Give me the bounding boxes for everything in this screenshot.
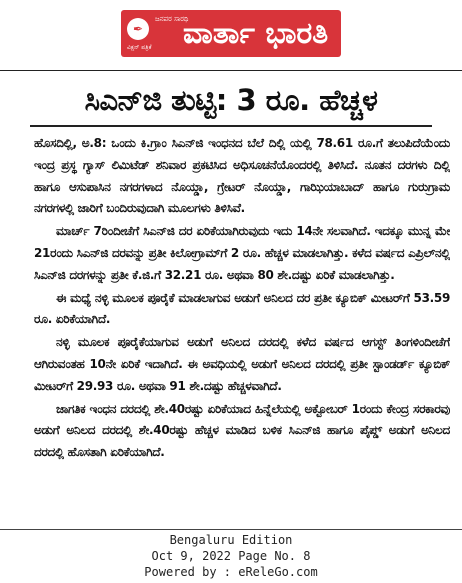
article-paragraph: ನಳ್ಳಿ ಮೂಲಕ ಪೂರೈಕೆಯಾಗುವ ಅಡುಗೆ ಅನಿಲದ ದರದಲ್ಲಿ ಕಳೆದ ವರ್ಷದ ಆಗಸ್ಟ್ ತಿಂಗಳಿಂದೀಚೆಗೆ ಆಗಿರುವಂತಹ 10ನೇ ಏರಿಕೆ ಇದಾಗಿದೆ. ಈ ಅವಧಿಯಲ್ಲಿ ಅಡುಗೆ ಅನಿಲದ ದರದಲ್ಲಿ ಪ್ರತೀ ಸ್ಟಾಂಡರ್ಡ್ ಕ್ಯೂಬಿಕ್ ಮೀಟರ್‌ಗೆ 29.93 ರೂ. ಅಥವಾ 91 ಶೇ.ದಷ್ಟು ಹೆಚ್ಚಳವಾಗಿದೆ. (34, 335, 450, 393)
powered-by-link[interactable]: Powered by : eReleGo.com (144, 565, 318, 579)
top-divider (0, 70, 462, 71)
masthead-tagline: ಜನಪರ ಸಾರಥಿ (155, 15, 189, 23)
footer-divider (0, 529, 462, 530)
brand-emblem-icon: ✒ (127, 18, 149, 40)
masthead-logo-subtext: ವಿಕ್ಷನ್ ಪತ್ರಿಕೆ (127, 44, 152, 51)
masthead-logo (121, 10, 341, 57)
page-footer (0, 532, 462, 580)
article-headline: ಸಿಎನ್‌ಜಿ ತುಟ್ಟಿ: 3 ರೂ. ಹೆಚ್ಚಳ (84, 83, 378, 117)
article-body (34, 133, 450, 521)
article-paragraph: ಈ ಮಧ್ಯೆ ನಳ್ಳಿ ಮೂಲಕ ಪೂರೈಕೆ ಮಾಡಲಾಗುವ ಅಡುಗೆ ಅನಿಲದ ದರ ಪ್ರತೀ ಕ್ಯೂಬಿಕ್ ಮೀಟರ್‌ಗೆ 53.59 ರೂ. ಏರಿಕೆಯಾಗಿದೆ. (34, 290, 450, 327)
article-paragraph: ಮಾರ್ಚ್ 7ರಿಂದೀಚೆಗೆ ಸಿಎನ್‌ಜಿ ದರ ಏರಿಕೆಯಾಗಿರುವುದು ಇದು 14ನೇ ಸಲವಾಗಿದೆ. ಇದಕ್ಕೂ ಮುನ್ನ ಮೇ 21ರಂದು ಸಿಎನ್‌ಜಿ ದರವನ್ನು ಪ್ರತೀ ಕಿಲೋಗ್ರಾಮ್‌ಗೆ 2 ರೂ. ಹೆಚ್ಚಳ ಮಾಡಲಾಗಿತ್ತು. ಕಳೆದ ವರ್ಷದ ಎಪ್ರಿಲ್‌ನಲ್ಲಿ ಸಿಎನ್‌ಜಿ ದರಗಳನ್ನು ಪ್ರತೀ ಕೆ.ಜಿ.ಗೆ 32.21 ರೂ. ಅಥವಾ 80 ಶೇ.ದಷ್ಟು ಏರಿಕೆ ಮಾಡಲಾಗಿತ್ತು. (34, 224, 450, 282)
date-page-label: Oct 9, 2022 Page No. 8 (151, 549, 311, 563)
article-paragraph: ಹೊಸದಿಲ್ಲಿ, ಅ.8: ಒಂದು ಕಿ.ಗ್ರಾಂ ಸಿಎನ್‌ಜಿ ಇಂಧನದ ಬೆಲೆ ದಿಲ್ಲಿ ಯಲ್ಲಿ 78.61 ರೂ.ಗೆ ತಲುಪಿದೆಯೆಂದು ಇಂದ್ರ ಪ್ರಸ್ಥ ಗ್ಯಾಸ್ ಲಿಮಿಟೆಡ್ ಶನಿವಾರ ಪ್ರಕಟಿಸಿದ ಅಧಿಸೂಚನೆಯೊಂದರಲ್ಲಿ ತಿಳಿಸಿದೆ. ನೂತನ ದರಗಳು ದಿಲ್ಲಿ ಹಾಗೂ ಆಸುಪಾಸಿನ ನಗರಗಳಾದ ನೊಯ್ಡಾ, ಗ್ರೇಟರ್ ನೊಯ್ಡಾ, ಗಾಝಿಯಾಬಾದ್ ಹಾಗೂ ಗುರುಗ್ರಾಮ ನಗರಗಳಲ್ಲಿ ಜಾರಿಗೆ ಬಂದಿರುವುದಾಗಿ ಮೂಲಗಳು ತಿಳಿಸಿವೆ. (34, 136, 450, 216)
headline-divider (30, 125, 432, 127)
edition-label: Bengaluru Edition (169, 533, 293, 547)
newspaper-name: ವಾರ್ತಾ ಭಾರತಿ (183, 16, 329, 51)
article-paragraph: ಜಾಗತಿಕ ಇಂಧನ ದರದಲ್ಲಿ ಶೇ.40ರಷ್ಟು ಏರಿಕೆಯಾದ ಹಿನ್ನೆಲೆಯಲ್ಲಿ ಅಕ್ಟೋಬರ್ 1ರಂದು ಕೇಂದ್ರ ಸರಕಾರವು ಅಡುಗೆ ಅನಿಲದ ದರದಲ್ಲಿ ಶೇ.40ರಷ್ಟು ಹೆಚ್ಚಳ ಮಾಡಿದ ಬಳಿಕ ಸಿಎನ್‌ಜಿ ಹಾಗೂ ಪೈಪ್ಡ್ ಅಡುಗೆ ಅನಿಲದ ದರದಲ್ಲಿ ಹೊಸತಾಗಿ ಏರಿಕೆಯಾಗಿದೆ. (34, 401, 450, 460)
